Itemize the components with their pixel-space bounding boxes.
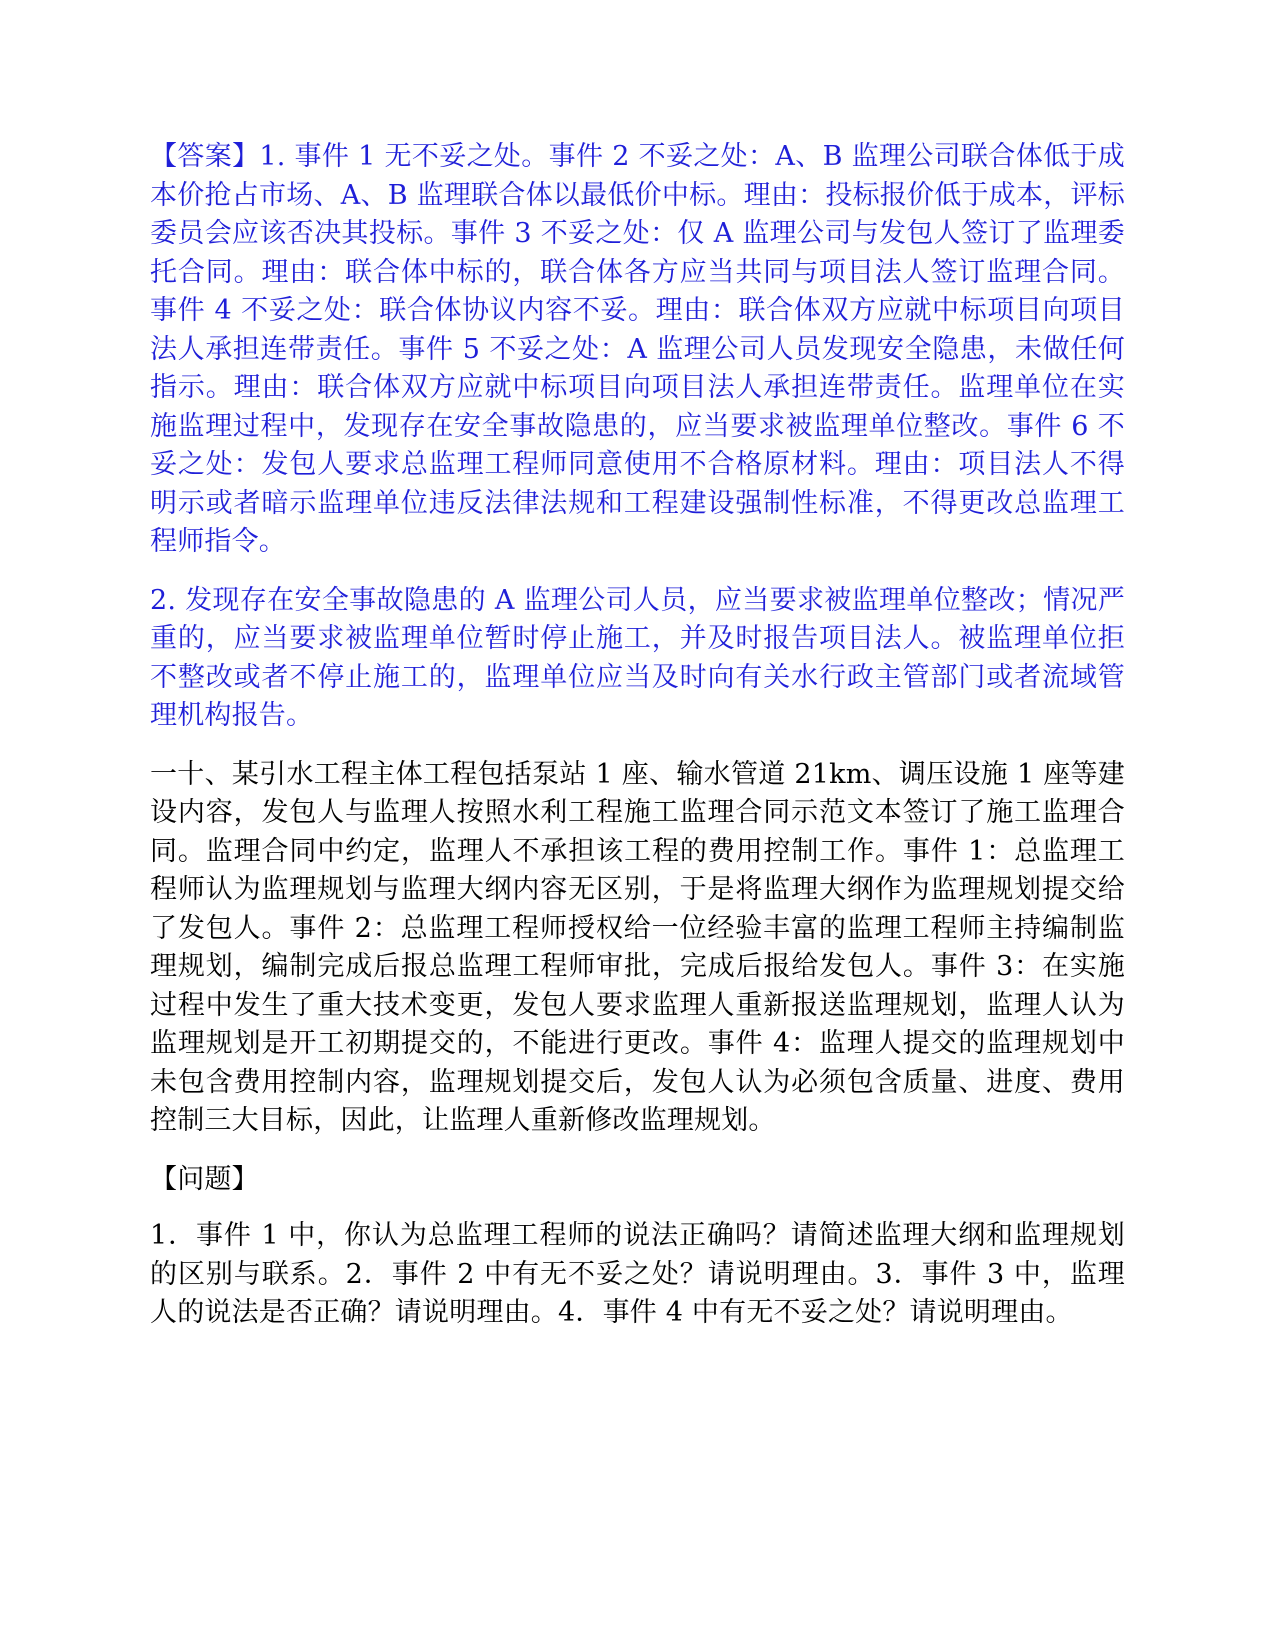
case-description: 一十、某引水工程主体工程包括泵站 1 座、输水管道 21km、调压设施 1 座等建设内容，发包人与监理人按照水利工程施工监理合同示范文本签订了施工监理合同。监理合同中约定，监理人不承担该工程的费用控制工作。事件 1：总监理工程师认为监理规划与监理大纲内容无区别，于是将监理大纲作为监理规划提交给了发包人。事件 2：总监理工程师授权给一位经验丰富的监理工程师主持编制监理规划，编制完成后报总监理工程师审批，完成后报给发包人。事件 3：在实施过程中发生了重大技术变更，发包人要求监理人重新报送监理规划，监理人认为监理规划是开工初期提交的，不能进行更改。事件 4：监理人提交的监理规划中未包含费用控制内容，监理规划提交后，发包人认为必须包含质量、进度、费用控制三大目标，因此，让监理人重新修改监理规划。 [150, 758, 1125, 1136]
document-page [150, 138, 1125, 1353]
question-items: 1．事件 1 中，你认为总监理工程师的说法正确吗？请简述监理大纲和监理规划的区别与联系。2．事件 2 中有无不妥之处？请说明理由。3．事件 3 中，监理人的说法是否正确？请说明理由。4．事件 4 中有无不妥之处？请说明理由。 [150, 1220, 1125, 1328]
answer-paragraph-1: 【答案】1. 事件 1 无不妥之处。事件 2 不妥之处：A、B 监理公司联合体低于成本价抢占市场、A、B 监理联合体以最低价中标。理由：投标报价低于成本，评标委员会应该否决其投标。事件 3 不妥之处：仅 A 监理公司与发包人签订了监理委托合同。理由：联合体中标的，联合体各方应当共同与项目法人签订监理合同。事件 4 不妥之处：联合体协议内容不妥。理由：联合体双方应就中标项目向项目法人承担连带责任。事件 5 不妥之处：A 监理公司人员发现安全隐患，未做任何指示。理由：联合体双方应就中标项目向项目法人承担连带责任。监理单位在实施监理过程中，发现存在安全事故隐患的，应当要求被监理单位整改。事件 6 不妥之处：发包人要求总监理工程师同意使用不合格原材料。理由：项目法人不得明示或者暗示监理单位违反法律法规和工程建设强制性标准，不得更改总监理工程师指令。 [150, 141, 1125, 557]
question-heading: 【问题】 [150, 1163, 259, 1195]
answer-paragraph-2: 2. 发现存在安全事故隐患的 A 监理公司人员，应当要求被监理单位整改；情况严重的，应当要求被监理单位暂时停止施工，并及时报告项目法人。被监理单位拒不整改或者不停止施工的，监理单位应当及时向有关水行政主管部门或者流域管理机构报告。 [150, 584, 1125, 731]
